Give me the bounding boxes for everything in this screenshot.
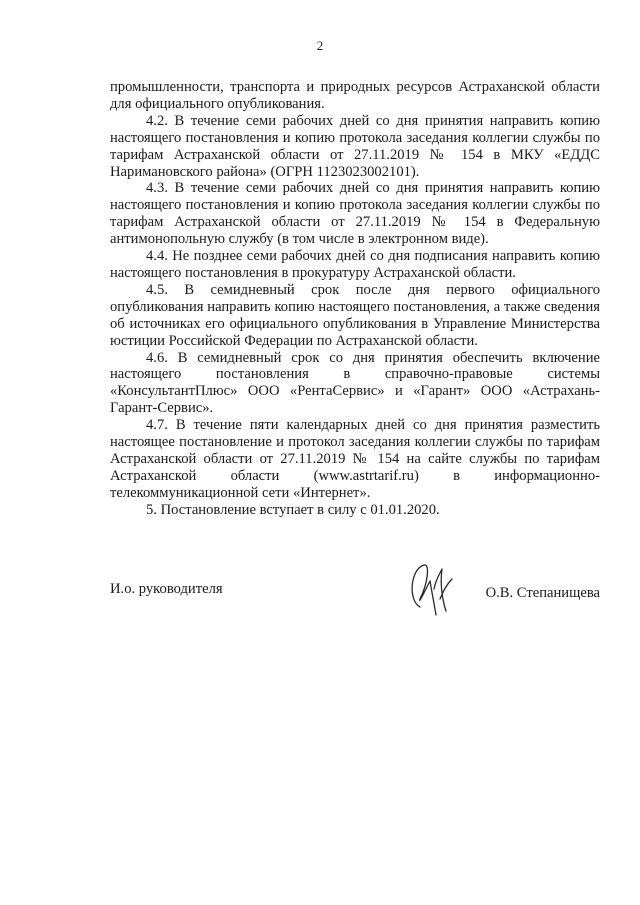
paragraph-4-4: 4.4. Не позднее семи рабочих дней со дня подписания направить копию настоящего постановления в прокуратуру Астраханской области. bbox=[110, 248, 600, 281]
document-body bbox=[110, 79, 600, 519]
paragraph-4-6: 4.6. В семидневный срок со дня принятия обеспечить включение настоящего постановления в справочно-правовые системы «КонсультантПлюс» ООО «РентаСервис» и «Гарант» ООО «Астрахань-Гарант-Сервис». bbox=[110, 349, 600, 417]
paragraph-5: 5. Постановление вступает в силу с 01.01.2020. bbox=[146, 501, 440, 518]
signature-block bbox=[110, 577, 600, 627]
paragraph-4-2: 4.2. В течение семи рабочих дней со дня принятия направить копию настоящего постановления и копию протокола заседания коллегии службы по тарифам Астраханской области от 27.11.2019 № 154 в МКУ «ЕДДС Наримановского района» (ОГРН 1123023002101). bbox=[110, 112, 600, 180]
handwritten-signature-icon bbox=[390, 559, 470, 621]
paragraph-continuation: промышленности, транспорта и природных ресурсов Астраханской области для официального опубликования. bbox=[110, 79, 600, 112]
signatory-name: О.В. Степанищева bbox=[485, 585, 600, 601]
paragraph-4-5: 4.5. В семидневный срок после дня первого официального опубликования направить копию настоящего постановления, а также сведения об источниках его официального опубликования в Управление Министерства юстиции Российской Федерации по Астраханской области. bbox=[110, 281, 600, 349]
paragraph-4-7: 4.7. В течение пяти календарных дней со дня принятия разместить настоящее постановление и протокол заседания коллегии службы по тарифам Астраханской области от 27.11.2019 № 154 на сайте службы по тарифам Астраханской области (www.astrtarif.ru) в информационно-телекоммуникационной сети «Интернет». bbox=[110, 417, 600, 501]
paragraph-4-3: 4.3. В течение семи рабочих дней со дня принятия направить копию настоящего постановления и копию протокола заседания коллегии службы по тарифам Астраханской области от 27.11.2019 № 154 в Федеральную антимонопольную службу (в том числе в электронном виде). bbox=[110, 180, 600, 248]
page-number: 2 bbox=[316, 38, 324, 53]
signatory-title: И.о. руководителя bbox=[110, 581, 223, 597]
